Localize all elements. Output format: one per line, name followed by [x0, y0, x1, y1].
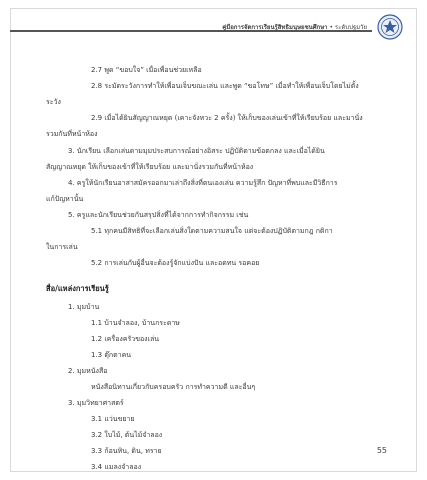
body-line: สัญญาณหยุด ให้เก็บของเข้าที่ให้เรียบร้อย และมานั่งรวมกันที่หน้าห้อง: [46, 163, 254, 171]
running-header: [222, 22, 367, 32]
body-line: รวมกันที่หน้าห้อง: [46, 130, 98, 138]
body-line: 4. ครูให้นักเรียนอาสาสมัครออกมาเล่าถึงสิ่งที่ตนเองเล่น ความรู้สึก ปัญหาที่พบและมีวิธีการ: [68, 179, 338, 187]
media-line: 3.3 ก้อนหิน, ดิน, ทราย: [91, 447, 162, 455]
media-line: 1.2 เครื่องครัวของเล่น: [91, 335, 160, 343]
body-line: ระวัง: [46, 98, 61, 106]
media-line: 1. มุมบ้าน: [68, 303, 100, 311]
media-line: 3.1 แว่นขยาย: [91, 415, 135, 423]
body-line: 2.8 ระมัดระวังการทำให้เพื่อนเจ็บขณะเล่น และพูด “ขอโทษ” เมื่อทำให้เพื่อนเจ็บโดยไม่ตั้ง: [91, 82, 359, 90]
body-line: แก้ปัญหานั้น: [46, 195, 84, 203]
section-heading: สื่อ/แหล่งการเรียนรู้: [46, 284, 109, 293]
body-line: 5. ครูและนักเรียนช่วยกันสรุปสิ่งที่ได้จากการทำกิจกรรม เช่น: [68, 211, 249, 219]
header-level: • ระดับปฐมวัย: [329, 24, 367, 31]
emblem-logo-icon: [377, 14, 403, 40]
media-line: 1.3 ตุ๊กตาคน: [91, 351, 132, 359]
media-line: 3.2 ใบไม้, ต้นไม้จำลอง: [91, 431, 163, 439]
media-line: 3. มุมวิทยาศาสตร์: [68, 399, 124, 407]
header-title: คู่มือการจัดการเรียนรู้สิทธิมนุษยชนศึกษา: [222, 24, 328, 31]
body-line: 2.9 เมื่อได้ยินสัญญาณหยุด (เคาะจังหวะ 2 ครั้ง) ให้เก็บของเล่นเข้าที่ให้เรียบร้อย และมานั่ง: [91, 114, 363, 122]
body-line: 5.1 ทุกคนมีสิทธิที่จะเลือกเล่นสิ่งใดตามความสนใจ แต่จะต้องปฏิบัติตามกฎ กติกา: [91, 227, 333, 235]
body-line: ในการเล่น: [46, 243, 78, 251]
media-line: 1.1 บ้านจำลอง, บ้านกระดาษ: [91, 319, 180, 327]
body-line: 2.7 พูด “ขอบใจ” เมื่อเพื่อนช่วยเหลือ: [91, 66, 202, 74]
body-line: 5.2 การเล่นกับผู้อื่นจะต้องรู้จักแบ่งปัน และอดทน รอคอย: [91, 259, 260, 267]
body-line: 3. นักเรียน เลือกเล่นตามมุมประสบการณ์อย่างอิสระ ปฏิบัติตามข้อตกลง และเมื่อได้ยิน: [68, 147, 325, 155]
media-line: หนังสือนิทานเกี่ยวกับครอบครัว การทำความดี และอื่นๆ: [91, 383, 256, 391]
page-number: 55: [376, 446, 387, 455]
media-line: 2. มุมหนังสือ: [68, 367, 108, 375]
media-line: 3.4 แมลงจำลอง: [91, 463, 142, 471]
